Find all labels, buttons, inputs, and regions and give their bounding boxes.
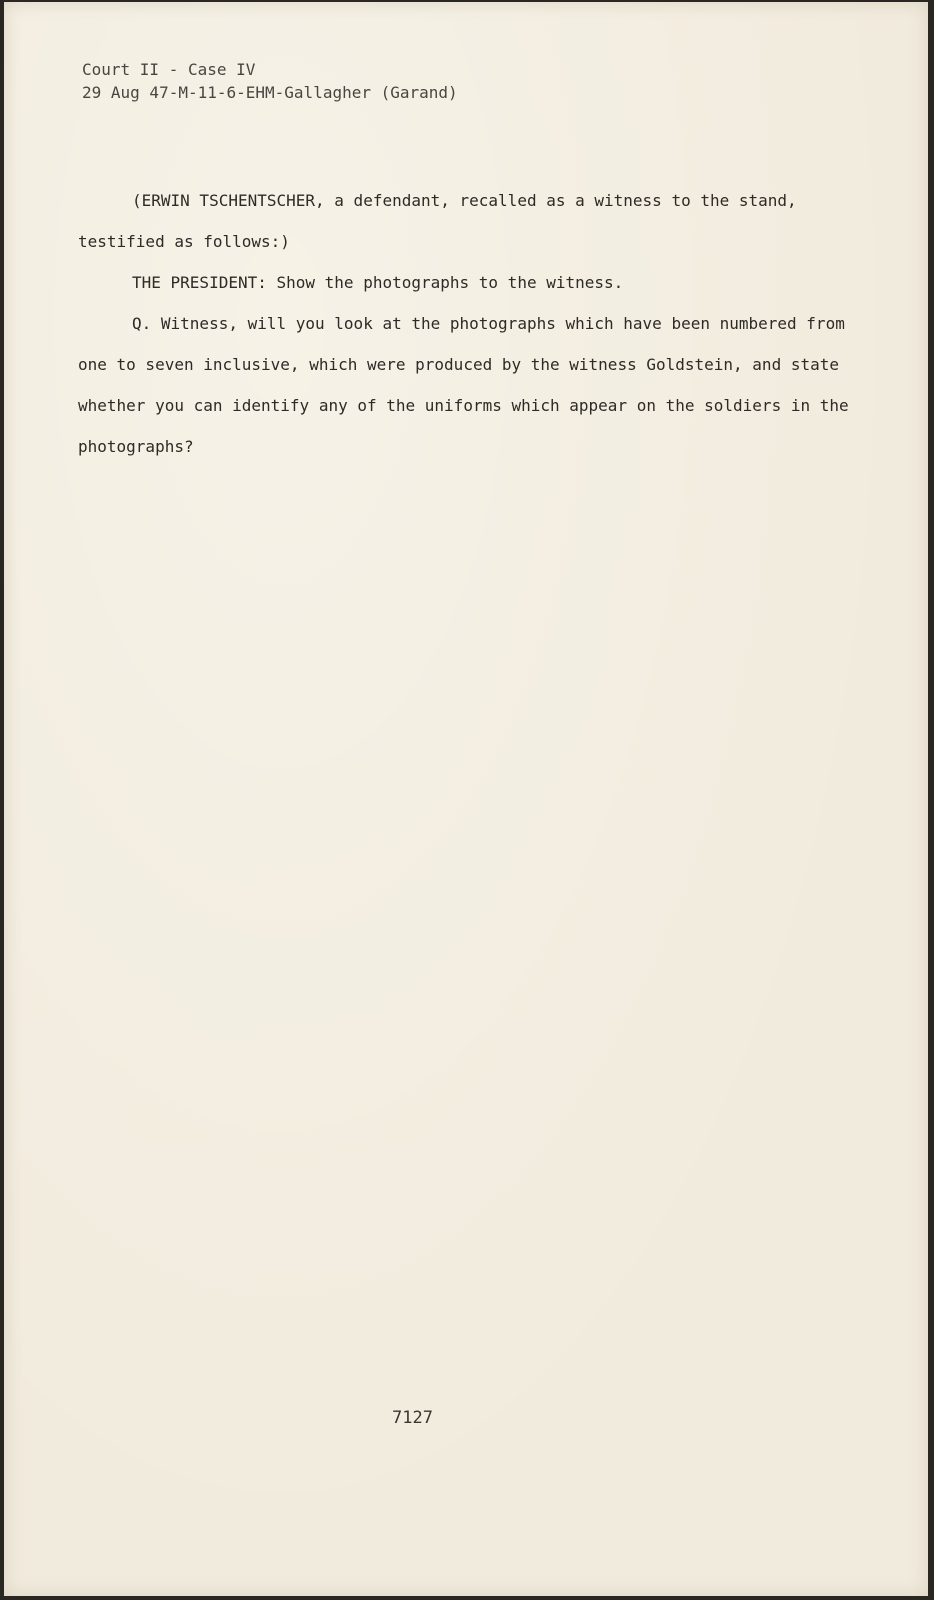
page-number: 7127 bbox=[392, 1408, 433, 1428]
witness-intro-paragraph: (ERWIN TSCHENTSCHER, a defendant, recalled as a witness to the stand, testified as follows:) bbox=[78, 191, 797, 251]
document-header bbox=[82, 58, 458, 104]
president-statement-paragraph: THE PRESIDENT: Show the photographs to the witness. bbox=[132, 273, 624, 292]
document-page bbox=[4, 2, 928, 1596]
header-session-info: 29 Aug 47-M-11-6-EHM-Gallagher (Garand) bbox=[82, 83, 458, 102]
transcript-body bbox=[78, 180, 858, 467]
question-paragraph: Q. Witness, will you look at the photographs which have been numbered from one to seven inclusive, which were produced by the witness Goldstein, and state whether you can identify any of the uniforms which appear on the soldiers in the photographs? bbox=[78, 314, 849, 456]
header-court-case: Court II - Case IV bbox=[82, 60, 256, 79]
